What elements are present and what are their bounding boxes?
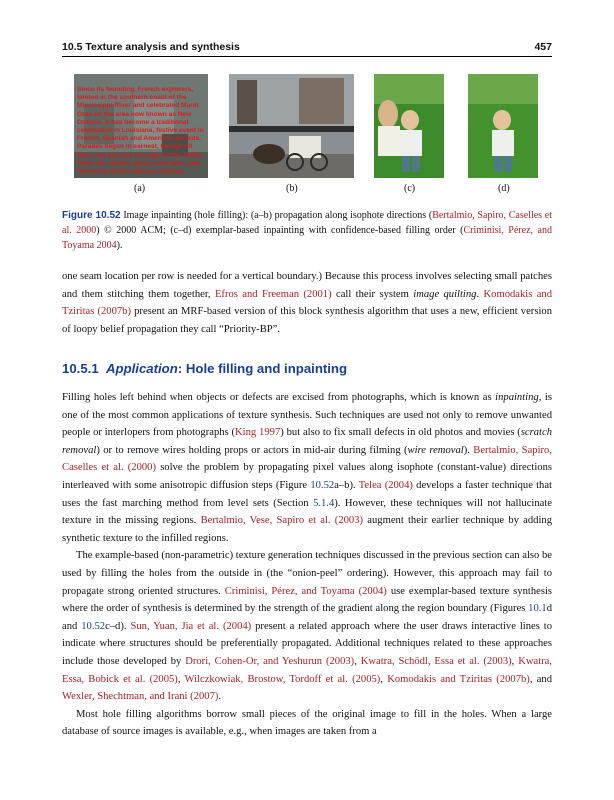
figure-panel-d <box>468 74 538 178</box>
street-scene-inpainted-image <box>229 74 354 178</box>
section-body <box>62 389 552 741</box>
caption-text: ). <box>116 240 123 251</box>
overlay-red-text: Since its founding, French explorers, landed in the southern coast of the Mississippi River and celebrated Mardi Gras on the area now known as New Orleans. It has become a traditional celebration in Louisiana, festive event in French, Spanish and American periods. Parades began in earnest, though all balls and parades throughout the 1900s, when the old line crews were here, now hosted by Mardi, Africans, Indians. <box>77 86 204 176</box>
citation-link[interactable]: Wexler, Shechtman, and Irani (2007) <box>62 691 219 703</box>
body-paragraph: The example-based (non-parametric) texture generation techniques discussed in the previous section can also be used by filling the holes from the outside in (the “onion-peel” ordering). However, this approach may fail to propagate strong oriented structures. Criminisi, Pérez, and Toyama (2004) use exemplar-based texture synthesis where the order of synthesis is determined by the strength of the gradient along the region boundary (Figures 10.1d and 10.52c–d). Sun, Yuan, Jia et al. (2004) present a related approach where the user draws interactive lines to indicate where structures should be preferentially propagated. Additional techniques related to these approaches include those developed by Drori, Cohen-Or, and Yeshurun (2003), Kwatra, Schödl, Essa et al. (2003), Kwatra, Essa, Bobick et al. (2005), Wilczkowiak, Brostow, Tordoff et al. (2005), Komodakis and Tziritas (2007b), and Wexler, Shechtman, and Irani (2007). <box>62 550 553 703</box>
citation-link[interactable]: Efros and Freeman (2001) <box>214 288 332 300</box>
section-heading <box>62 361 347 376</box>
citation-link[interactable]: Criminisi, Pérez, and Toyama 2004 <box>62 225 552 251</box>
term-emphasis: image quilting <box>413 288 477 300</box>
citation-link[interactable]: Bertalmio, Vese, Sapiro et al. (2003) <box>200 515 364 527</box>
body-paragraph: one seam location per row is needed for a vertical boundary.) Because this process involves selecting small patches and them stitching them together, Efros and Freeman (2001) call their system image quilting. Komodakis and Tziritas (2007b) present an MRF-based version of this block synthesis algorithm that uses a new, efficient version of loopy belief propagation they call “Priority-BP”. <box>62 271 553 335</box>
citation-link[interactable]: Drori, Cohen-Or, and Yeshurun (2003) <box>185 655 355 667</box>
caption-text: ) © 2000 ACM; (c–d) exemplar-based inpainting with confidence-based filling order ( <box>96 225 464 236</box>
header-section-title: 10.5 Texture analysis and synthesis <box>62 41 240 53</box>
body-paragraph: Filling holes left behind when objects or defects are excised from photographs, which is known as inpainting, is one of the most common applications of texture synthesis. Such techniques are used not only to remove unwanted people or interlopers from photographs (King 1997) but also to fix small defects in old photos and movies (scratch removal) or to remove wires holding props or actors in mid-air during filming (wire removal). Bertalmio, Sapiro, Caselles et al. (2000) solve the problem by propagating pixel values along isophote (constant-value) directions interleaved with some anisotropic diffusion steps (Figure 10.52a–b). Telea (2004) develops a faster technique that uses the fast marching method from level sets (Section 5.1.4). However, these techniques will not hallucinate texture in the missing regions. Bertalmio, Vese, Sapiro et al. (2003) augment their earlier technique by adding synthetic texture to the infilled regions. <box>62 392 553 544</box>
citation-link[interactable]: Bertalmio, Sapiro, Caselles et al. 2000 <box>62 210 553 236</box>
figure-link[interactable]: 10.52 <box>81 620 106 632</box>
header-rule <box>62 56 552 57</box>
figure-panel-c <box>374 74 444 178</box>
citation-link[interactable]: Komodakis and Tziritas (2007b) <box>387 673 530 685</box>
running-header <box>62 41 552 55</box>
figure-panel-b <box>229 74 354 178</box>
figure-label-b: (b) <box>286 183 298 194</box>
citation-link[interactable]: Criminisi, Pérez, and Toyama (2004) <box>224 585 387 597</box>
citation-link[interactable]: Sun, Yuan, Jia et al. (2004) <box>130 620 252 632</box>
figure-caption <box>62 208 552 253</box>
citation-link[interactable]: Kwatra, Essa, Bobick et al. (2005) <box>62 655 553 685</box>
figure-label-c: (c) <box>404 183 416 194</box>
child-on-lawn-image <box>374 74 444 178</box>
child-on-lawn-filled-image <box>468 74 538 178</box>
figure-number: Figure 10.52 <box>62 210 121 221</box>
citation-link[interactable]: Bertalmio, Sapiro, Caselles et al. (2000) <box>62 444 552 474</box>
caption-text: Image inpainting (hole filling): (a–b) propagation along isophote directions ( <box>120 210 433 221</box>
figure-link[interactable]: 10.1 <box>528 603 547 615</box>
section-link[interactable]: 5.1.4 <box>313 497 335 509</box>
citation-link[interactable]: King 1997 <box>235 427 281 439</box>
section-application-label: Application <box>106 361 178 376</box>
figure-panel-a <box>74 74 208 178</box>
section-number: 10.5.1 <box>62 361 99 376</box>
citation-link[interactable]: Wilczkowiak, Brostow, Tordoff et al. (2005) <box>184 673 381 685</box>
citation-link[interactable]: Kwatra, Schödl, Essa et al. (2003) <box>360 655 512 667</box>
page-number: 457 <box>534 41 552 53</box>
figure-label-d: (d) <box>498 183 510 194</box>
section-title: : Hole filling and inpainting <box>177 361 348 376</box>
body-paragraph: Most hole filling algorithms borrow small pieces of the original image to fill in the holes. When a large database of source images is available, e.g., when images are taken from a <box>62 708 552 738</box>
citation-link[interactable]: Komodakis and Tziritas (2007b) <box>62 288 553 318</box>
figure-label-a: (a) <box>134 183 146 194</box>
citation-link[interactable]: Telea (2004) <box>358 479 413 491</box>
figure-link[interactable]: 10.52 <box>310 479 335 491</box>
